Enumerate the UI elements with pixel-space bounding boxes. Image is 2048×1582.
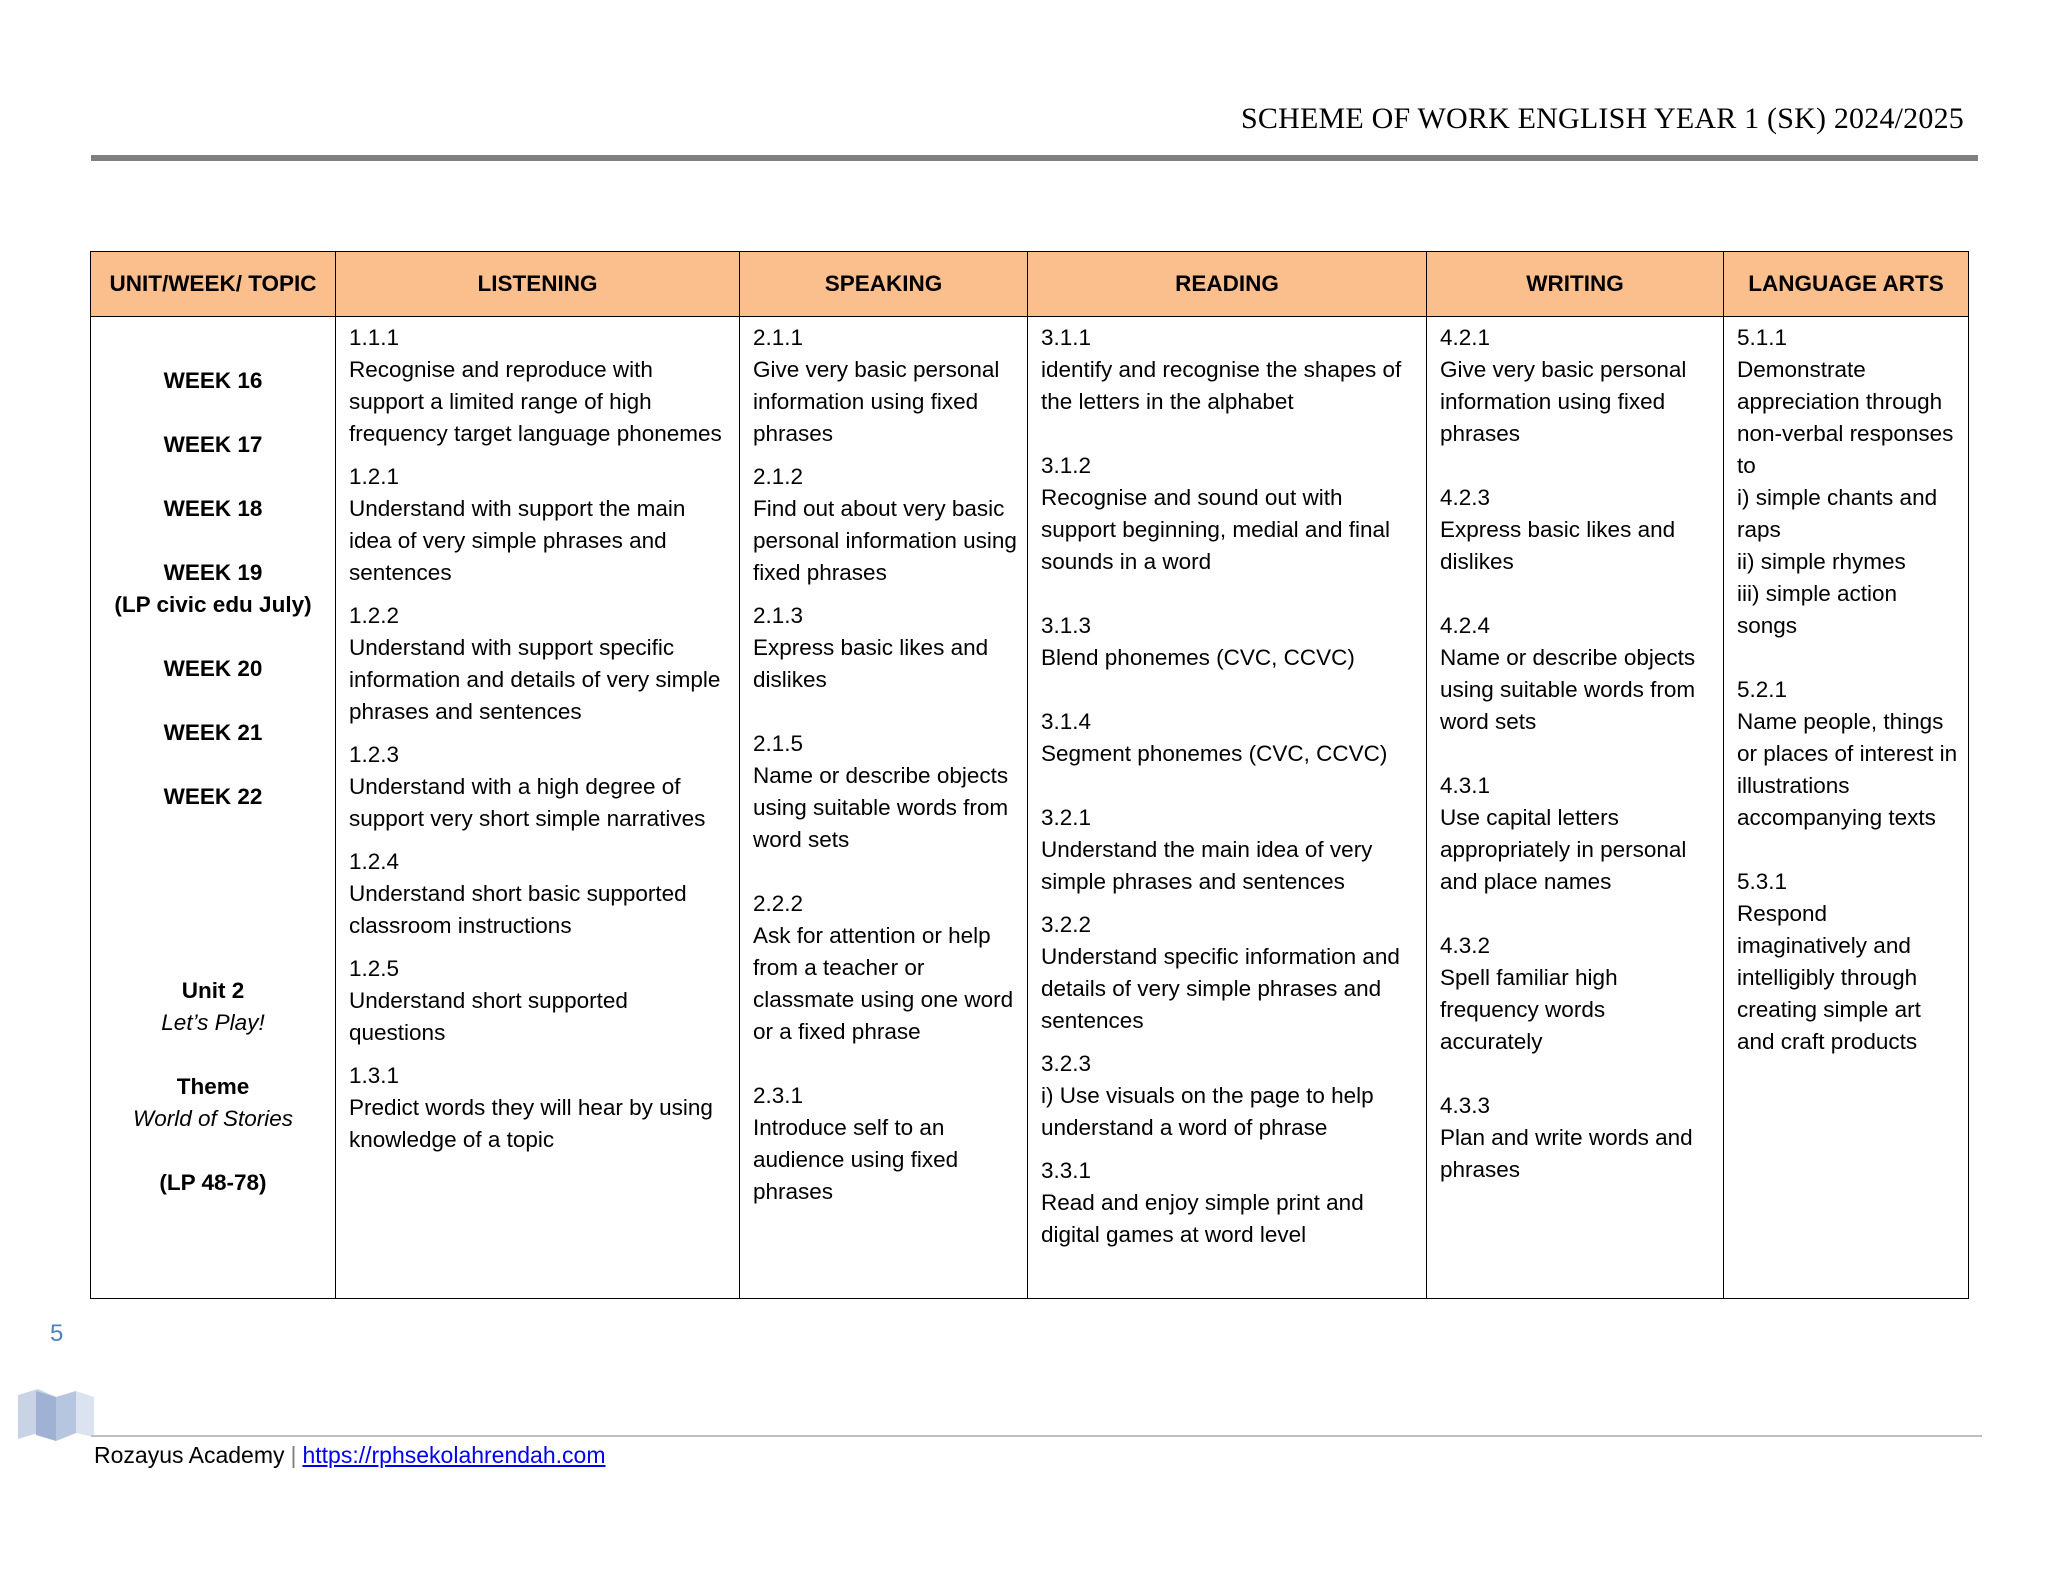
standard-subitem: ii) simple rhymes [1737, 549, 1906, 574]
standard-code: 3.2.2 [1041, 912, 1092, 937]
standard-item [753, 728, 1017, 856]
standard-code: 2.2.2 [753, 891, 804, 916]
standard-text: Understand specific information and details of very simple phrases and sentences [1041, 944, 1400, 1033]
standard-item [349, 739, 729, 835]
standard-item [1440, 322, 1713, 450]
col-header-language-arts: LANGUAGE ARTS [1724, 252, 1969, 317]
footer-divider [91, 1435, 1982, 1437]
standard-text: Understand the main idea of very simple phrases and sentences [1041, 837, 1373, 894]
standard-text: Plan and write words and phrases [1440, 1125, 1693, 1182]
week-label: WEEK 22 [163, 784, 263, 809]
standard-code: 2.1.3 [753, 603, 804, 628]
standard-text: Recognise and reproduce with support a limited range of high frequency target language phonemes [349, 357, 722, 446]
standard-item [1041, 322, 1416, 418]
standard-code: 1.2.1 [349, 464, 400, 489]
standard-text: Understand short supported questions [349, 988, 628, 1045]
standard-item [1041, 610, 1416, 674]
standard-item [349, 953, 729, 1049]
standard-item [1041, 802, 1416, 898]
week-note: (LP civic edu July) [114, 592, 312, 617]
standard-item [753, 888, 1017, 1048]
col-header-listening: LISTENING [336, 252, 740, 317]
theme-name: World of Stories [132, 1106, 294, 1131]
week-label: WEEK 17 [163, 432, 263, 457]
week-label: WEEK 16 [163, 368, 263, 393]
standard-text: Understand short basic supported classroom instructions [349, 881, 687, 938]
standard-text: Understand with support the main idea of very simple phrases and sentences [349, 496, 686, 585]
footer-website-link[interactable]: https://rphsekolahrendah.com [302, 1442, 606, 1468]
standard-text: Express basic likes and dislikes [753, 635, 989, 692]
standard-item [1440, 610, 1713, 738]
standard-item [1737, 866, 1958, 1058]
page-number: 5 [50, 1320, 64, 1347]
standard-item [349, 322, 729, 450]
standard-code: 4.2.4 [1440, 613, 1491, 638]
col-header-reading: READING [1028, 252, 1427, 317]
standard-code: 4.3.2 [1440, 933, 1491, 958]
standard-item [1737, 674, 1958, 834]
standard-item [349, 461, 729, 589]
standard-item [1737, 322, 1958, 642]
standard-code: 4.3.3 [1440, 1093, 1491, 1118]
standard-item [349, 846, 729, 942]
standard-code: 1.3.1 [349, 1063, 400, 1088]
standard-item [349, 1060, 729, 1156]
standard-code: 3.1.2 [1041, 453, 1092, 478]
lesson-plan-range: (LP 48-78) [159, 1170, 267, 1195]
standard-text: Express basic likes and dislikes [1440, 517, 1676, 574]
standard-item [753, 461, 1017, 589]
standard-subitem: i) simple chants and raps [1737, 485, 1938, 542]
standard-code: 2.3.1 [753, 1083, 804, 1108]
speaking-cell [740, 317, 1028, 1299]
writing-cell [1427, 317, 1724, 1299]
standard-text: Predict words they will hear by using knowledge of a topic [349, 1095, 713, 1152]
standard-text: Name people, things or places of interest in illustrations accompanying texts [1737, 709, 1958, 830]
col-header-writing: WRITING [1427, 252, 1724, 317]
standard-item [753, 1080, 1017, 1208]
standard-text: Respond imaginatively and intelligibly through creating simple art and craft products [1737, 901, 1921, 1054]
standard-text: Find out about very basic personal information using fixed phrases [753, 496, 1017, 585]
unit-label: Unit 2 [181, 978, 245, 1003]
standard-code: 1.2.3 [349, 742, 400, 767]
table-row [91, 317, 1969, 1299]
week-label: WEEK 20 [163, 656, 263, 681]
standard-text: Spell familiar high frequency words accurately [1440, 965, 1618, 1054]
standard-text: Demonstrate appreciation through non-verbal responses to [1737, 357, 1954, 478]
standard-text: Segment phonemes (CVC, CCVC) [1041, 741, 1388, 766]
title-divider [91, 155, 1978, 161]
week-label: WEEK 19 [163, 560, 263, 585]
standard-code: 4.2.1 [1440, 325, 1491, 350]
standard-code: 3.1.3 [1041, 613, 1092, 638]
standard-item [1440, 770, 1713, 898]
week-label: WEEK 18 [163, 496, 263, 521]
standard-item [1041, 909, 1416, 1037]
col-header-unit-week-topic: UNIT/WEEK/ TOPIC [91, 252, 336, 317]
standard-code: 2.1.2 [753, 464, 804, 489]
standard-text: i) Use visuals on the page to help understand a word of phrase [1041, 1083, 1374, 1140]
week-label: WEEK 21 [163, 720, 263, 745]
standard-item [349, 600, 729, 728]
standard-text: Use capital letters appropriately in personal and place names [1440, 805, 1687, 894]
standard-code: 1.2.2 [349, 603, 400, 628]
standard-item [753, 322, 1017, 450]
standard-item [1440, 930, 1713, 1058]
standard-code: 3.2.3 [1041, 1051, 1092, 1076]
footer-org: Rozayus Academy [94, 1442, 285, 1468]
unit-week-topic-cell [91, 317, 336, 1299]
standard-item [753, 600, 1017, 696]
standard-text: Introduce self to an audience using fixed phrases [753, 1115, 959, 1204]
standard-text: Give very basic personal information using fixed phrases [1440, 357, 1687, 446]
reading-cell [1028, 317, 1427, 1299]
standard-item [1041, 706, 1416, 770]
standard-item [1041, 450, 1416, 578]
footer-separator: | [290, 1442, 297, 1468]
standard-subitem: iii) simple action songs [1737, 581, 1898, 638]
standard-code: 3.3.1 [1041, 1158, 1092, 1183]
unit-name: Let’s Play! [161, 1010, 265, 1035]
theme-label: Theme [176, 1074, 250, 1099]
table-header-row [91, 252, 1969, 317]
standard-text: Name or describe objects using suitable words from word sets [753, 763, 1009, 852]
book-icon [18, 1387, 94, 1443]
standard-code: 3.1.4 [1041, 709, 1092, 734]
language-arts-cell [1724, 317, 1969, 1299]
standard-text: Recognise and sound out with support beginning, medial and final sounds in a word [1041, 485, 1390, 574]
standard-code: 4.3.1 [1440, 773, 1491, 798]
col-header-speaking: SPEAKING [740, 252, 1028, 317]
standard-text: Understand with support specific information and details of very simple phrases and sentences [349, 635, 721, 724]
standard-text: Ask for attention or help from a teacher or classmate using one word or a fixed phrase [753, 923, 1014, 1044]
standard-text: Read and enjoy simple print and digital games at word level [1041, 1190, 1364, 1247]
standard-code: 5.3.1 [1737, 869, 1788, 894]
standard-code: 1.1.1 [349, 325, 400, 350]
standard-code: 3.2.1 [1041, 805, 1092, 830]
standard-code: 2.1.5 [753, 731, 804, 756]
scheme-of-work-table [90, 251, 1969, 1299]
standard-text: Blend phonemes (CVC, CCVC) [1041, 645, 1355, 670]
standard-code: 4.2.3 [1440, 485, 1491, 510]
standard-code: 2.1.1 [753, 325, 804, 350]
standard-text: Give very basic personal information using fixed phrases [753, 357, 1000, 446]
standard-text: Name or describe objects using suitable words from word sets [1440, 645, 1696, 734]
footer [94, 1442, 605, 1469]
standard-code: 1.2.5 [349, 956, 400, 981]
standard-text: identify and recognise the shapes of the letters in the alphabet [1041, 357, 1402, 414]
listening-cell [336, 317, 740, 1299]
standard-code: 5.1.1 [1737, 325, 1788, 350]
standard-item [1440, 482, 1713, 578]
standard-item [1440, 1090, 1713, 1186]
standard-code: 5.2.1 [1737, 677, 1788, 702]
document-title: SCHEME OF WORK ENGLISH YEAR 1 (SK) 2024/2025 [1241, 102, 1964, 135]
standard-code: 3.1.1 [1041, 325, 1092, 350]
standard-text: Understand with a high degree of support very short simple narratives [349, 774, 706, 831]
standard-item [1041, 1048, 1416, 1144]
standard-code: 1.2.4 [349, 849, 400, 874]
standard-item [1041, 1155, 1416, 1251]
